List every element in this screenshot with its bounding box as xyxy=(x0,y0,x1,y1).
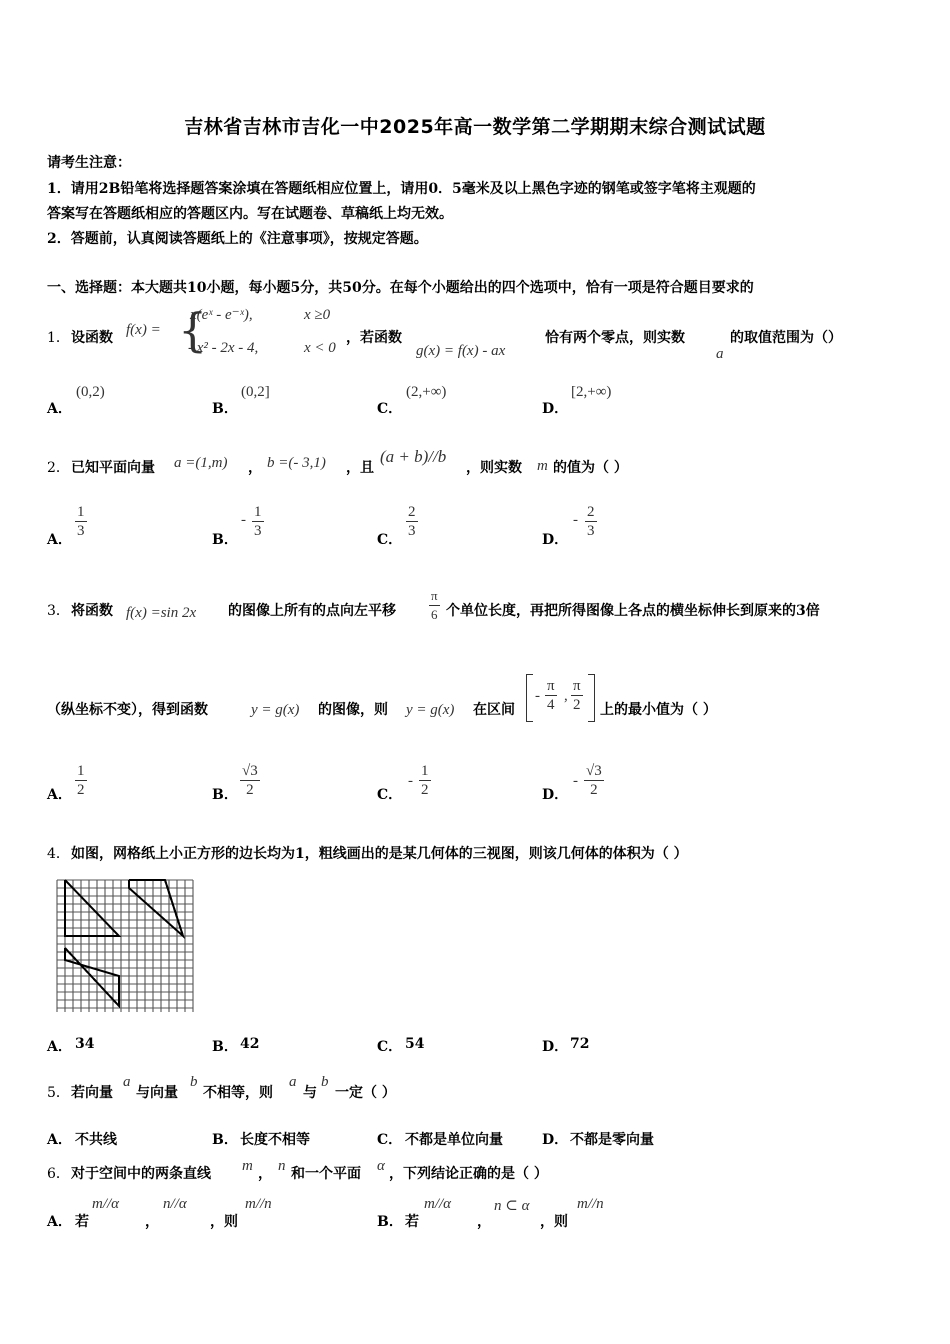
q6-option-a-sep: ， xyxy=(145,1214,159,1230)
q1-brace: { xyxy=(178,303,208,357)
q3-shift-fraction: π 6 xyxy=(431,588,438,622)
q1-case-2: - x² - 2x - 4, xyxy=(188,340,259,356)
q1-cond-1: x ≥0 xyxy=(304,307,331,323)
q4-option-c-value: 54 xyxy=(405,1036,425,1052)
grid-lines xyxy=(57,880,193,1012)
q6-option-b[interactable]: B． xyxy=(377,1214,403,1230)
q6-option-a-cond-1: m//α xyxy=(92,1196,120,1212)
q5-var-b-2: b xyxy=(321,1074,329,1090)
q6-option-a-cond-2: n//α xyxy=(163,1196,187,1212)
q2-option-d[interactable]: D． xyxy=(542,532,569,548)
q1-case-1: x(eˣ - e⁻ˣ), xyxy=(190,307,253,323)
q3-interval-left-sign: - xyxy=(535,688,540,704)
section-heading: 一、选择题：本大题共10小题，每小题5分，共50分。在每个小题给出的四个选项中，恰有一项是符合题目要求的 xyxy=(47,280,754,296)
q6-sep: ， xyxy=(258,1166,272,1182)
q3-option-c[interactable]: C． xyxy=(377,787,403,803)
q1-option-d[interactable]: D． xyxy=(542,401,569,417)
q5-text-3: 不相等，则 xyxy=(203,1085,273,1101)
q3-fx: f(x) =sin 2x xyxy=(126,605,197,621)
q6-var-m: m xyxy=(242,1158,253,1174)
q3-option-b[interactable]: B． xyxy=(212,787,238,803)
q5-text-2: 与向量 xyxy=(136,1085,178,1101)
q5-option-d-value: 不都是零向量 xyxy=(570,1132,654,1148)
q4-option-a-value: 34 xyxy=(75,1036,95,1052)
q3-option-b-fraction: √3 2 xyxy=(242,763,258,798)
q5-var-b: b xyxy=(190,1074,198,1090)
q1-option-b[interactable]: B． xyxy=(212,401,238,417)
q6-option-a[interactable]: A． xyxy=(47,1214,72,1230)
q5-option-b[interactable]: B． xyxy=(212,1132,238,1148)
q3-text-4: （纵坐标不变），得到函数 xyxy=(47,702,208,718)
q2-text-3: ，则实数 xyxy=(466,460,522,476)
q3-option-d-sign: - xyxy=(573,773,578,789)
q4-option-d[interactable]: D． xyxy=(542,1039,569,1055)
q1-option-b-value: (0,2] xyxy=(241,384,270,400)
q6-var-alpha: α xyxy=(377,1158,385,1174)
q3-text-1: 将函数 xyxy=(71,603,113,619)
q2-option-b-fraction: 1 3 xyxy=(254,504,262,539)
q2-text-1: 已知平面向量 xyxy=(71,460,155,476)
q4-number: 4． xyxy=(47,846,70,862)
q1-option-a[interactable]: A． xyxy=(47,401,72,417)
q6-text-1: 对于空间中的两条直线 xyxy=(71,1166,211,1182)
q1-option-c-value: (2,+∞) xyxy=(406,384,447,400)
q2-option-d-sign: - xyxy=(573,512,578,528)
q6-option-b-cond-3: m//n xyxy=(577,1196,604,1212)
notice-heading: 请考生注意： xyxy=(47,155,131,171)
q6-option-a-cond-3: m//n xyxy=(245,1196,272,1212)
q4-option-a[interactable]: A． xyxy=(47,1039,72,1055)
q6-number: 6． xyxy=(47,1166,70,1182)
q3-text-3: 个单位长度，再把所得图像上各点的横坐标伸长到原来的3倍 xyxy=(446,603,820,619)
q6-option-b-cond-2: n ⊂ α xyxy=(494,1198,530,1214)
q2-vector-b: b =(- 3,1) xyxy=(267,455,326,471)
q1-option-d-value: [2,+∞) xyxy=(571,384,612,400)
q6-option-a-ze: ，则 xyxy=(210,1214,238,1230)
q4-option-d-value: 72 xyxy=(570,1036,590,1052)
q2-option-c-fraction: 2 3 xyxy=(408,504,416,539)
q2-text-4: 的值为（ ） xyxy=(553,460,628,476)
q1-option-a-value: (0,2) xyxy=(76,384,105,400)
q2-sep: ， xyxy=(248,460,262,476)
q1-text-2: ，若函数 xyxy=(346,330,402,346)
q6-option-a-ruo: 若 xyxy=(75,1214,89,1230)
q2-option-b-sign: - xyxy=(241,512,246,528)
q3-bracket-right xyxy=(588,674,595,722)
q5-option-c-value: 不都是单位向量 xyxy=(405,1132,503,1148)
q4-option-c[interactable]: C． xyxy=(377,1039,403,1055)
q5-option-c[interactable]: C． xyxy=(377,1132,403,1148)
q5-var-a-2: a xyxy=(289,1074,297,1090)
notice-item-2: 2．答题前，认真阅读答题纸上的《注意事项》，按规定答题。 xyxy=(47,231,428,247)
q3-option-c-sign: - xyxy=(408,773,413,789)
q4-text: 如图，网格纸上小正方形的边长均为1，粗线画出的是某几何体的三视图，则该几何体的体积为（ ） xyxy=(71,846,688,862)
q3-interval-comma: , xyxy=(564,688,568,704)
q1-fx: f(x) = xyxy=(126,322,161,338)
q6-option-b-ruo: 若 xyxy=(405,1214,419,1230)
q1-number: 1． xyxy=(47,330,70,346)
q3-text-6: 在区间 xyxy=(473,702,515,718)
q6-text-3: ，下列结论正确的是（ ） xyxy=(389,1166,548,1182)
q3-gx: y = g(x) xyxy=(251,702,300,718)
page-title: 吉林省吉林市吉化一中2025年高一数学第二学期期末综合测试试题 xyxy=(184,116,766,138)
q5-option-b-value: 长度不相等 xyxy=(240,1132,310,1148)
q2-text-2: ，且 xyxy=(346,460,374,476)
q2-number: 2． xyxy=(47,460,70,476)
q3-text-2: 的图像上所有的点向左平移 xyxy=(228,603,396,619)
q5-option-a[interactable]: A． xyxy=(47,1132,72,1148)
q2-option-b[interactable]: B． xyxy=(212,532,238,548)
q1-option-c[interactable]: C． xyxy=(377,401,403,417)
q1-gx: g(x) = f(x) - ax xyxy=(416,343,506,359)
q6-option-b-cond-1: m//α xyxy=(424,1196,452,1212)
q3-interval-left-fraction: π 4 xyxy=(547,678,555,713)
q5-var-a: a xyxy=(123,1074,131,1090)
q3-option-a[interactable]: A． xyxy=(47,787,72,803)
q1-text-4: 的取值范围为（） xyxy=(730,330,842,346)
q5-option-a-value: 不共线 xyxy=(75,1132,117,1148)
q3-option-c-fraction: 1 2 xyxy=(421,763,429,798)
q6-var-n: n xyxy=(278,1158,286,1174)
q1-text-1: 设函数 xyxy=(71,330,113,346)
q5-number: 5． xyxy=(47,1085,70,1101)
q3-interval-right-fraction: π 2 xyxy=(573,678,581,713)
q2-condition: (a + b)//b xyxy=(380,447,447,466)
q6-text-2: 和一个平面 xyxy=(291,1166,361,1182)
q3-number: 3． xyxy=(47,603,70,619)
q3-gx-2: y = g(x) xyxy=(406,702,455,718)
q6-option-b-ze: ，则 xyxy=(540,1214,568,1230)
q5-text-5: 一定（ ） xyxy=(335,1085,396,1101)
q2-option-a-fraction: 1 3 xyxy=(77,504,85,539)
q1-cond-2: x < 0 xyxy=(304,340,336,356)
q4-option-b-value: 42 xyxy=(240,1036,260,1052)
q2-option-a[interactable]: A． xyxy=(47,532,72,548)
q2-var-m: m xyxy=(537,458,548,474)
q3-option-d-fraction: √3 2 xyxy=(586,763,602,798)
q1-var-a: a xyxy=(716,346,724,362)
q3-text-7: 上的最小值为（ ） xyxy=(600,702,717,718)
q5-text-4: 与 xyxy=(303,1085,317,1101)
q3-option-d[interactable]: D． xyxy=(542,787,569,803)
q1-text-3: 恰有两个零点，则实数 xyxy=(545,330,685,346)
q3-bracket-left xyxy=(526,674,533,722)
q2-vector-a: a =(1,m) xyxy=(174,455,228,471)
q2-option-c[interactable]: C． xyxy=(377,532,403,548)
q4-option-b[interactable]: B． xyxy=(212,1039,238,1055)
notice-item-1a: 1．请用2B铅笔将选择题答案涂填在答题纸相应位置上，请用0．5毫米及以上黑色字迹的钢笔或签字笔将主观题的 xyxy=(47,181,756,197)
q3-text-5: 的图像，则 xyxy=(318,702,388,718)
q6-option-b-sep: ， xyxy=(477,1214,491,1230)
q5-option-d[interactable]: D． xyxy=(542,1132,569,1148)
notice-item-1b: 答案写在答题纸相应的答题区内。写在试题卷、草稿纸上均无效。 xyxy=(47,206,453,222)
q5-text-1: 若向量 xyxy=(71,1085,113,1101)
q2-option-d-fraction: 2 3 xyxy=(587,504,595,539)
three-view-grid-figure xyxy=(55,878,195,1014)
q3-option-a-fraction: 1 2 xyxy=(77,763,85,798)
